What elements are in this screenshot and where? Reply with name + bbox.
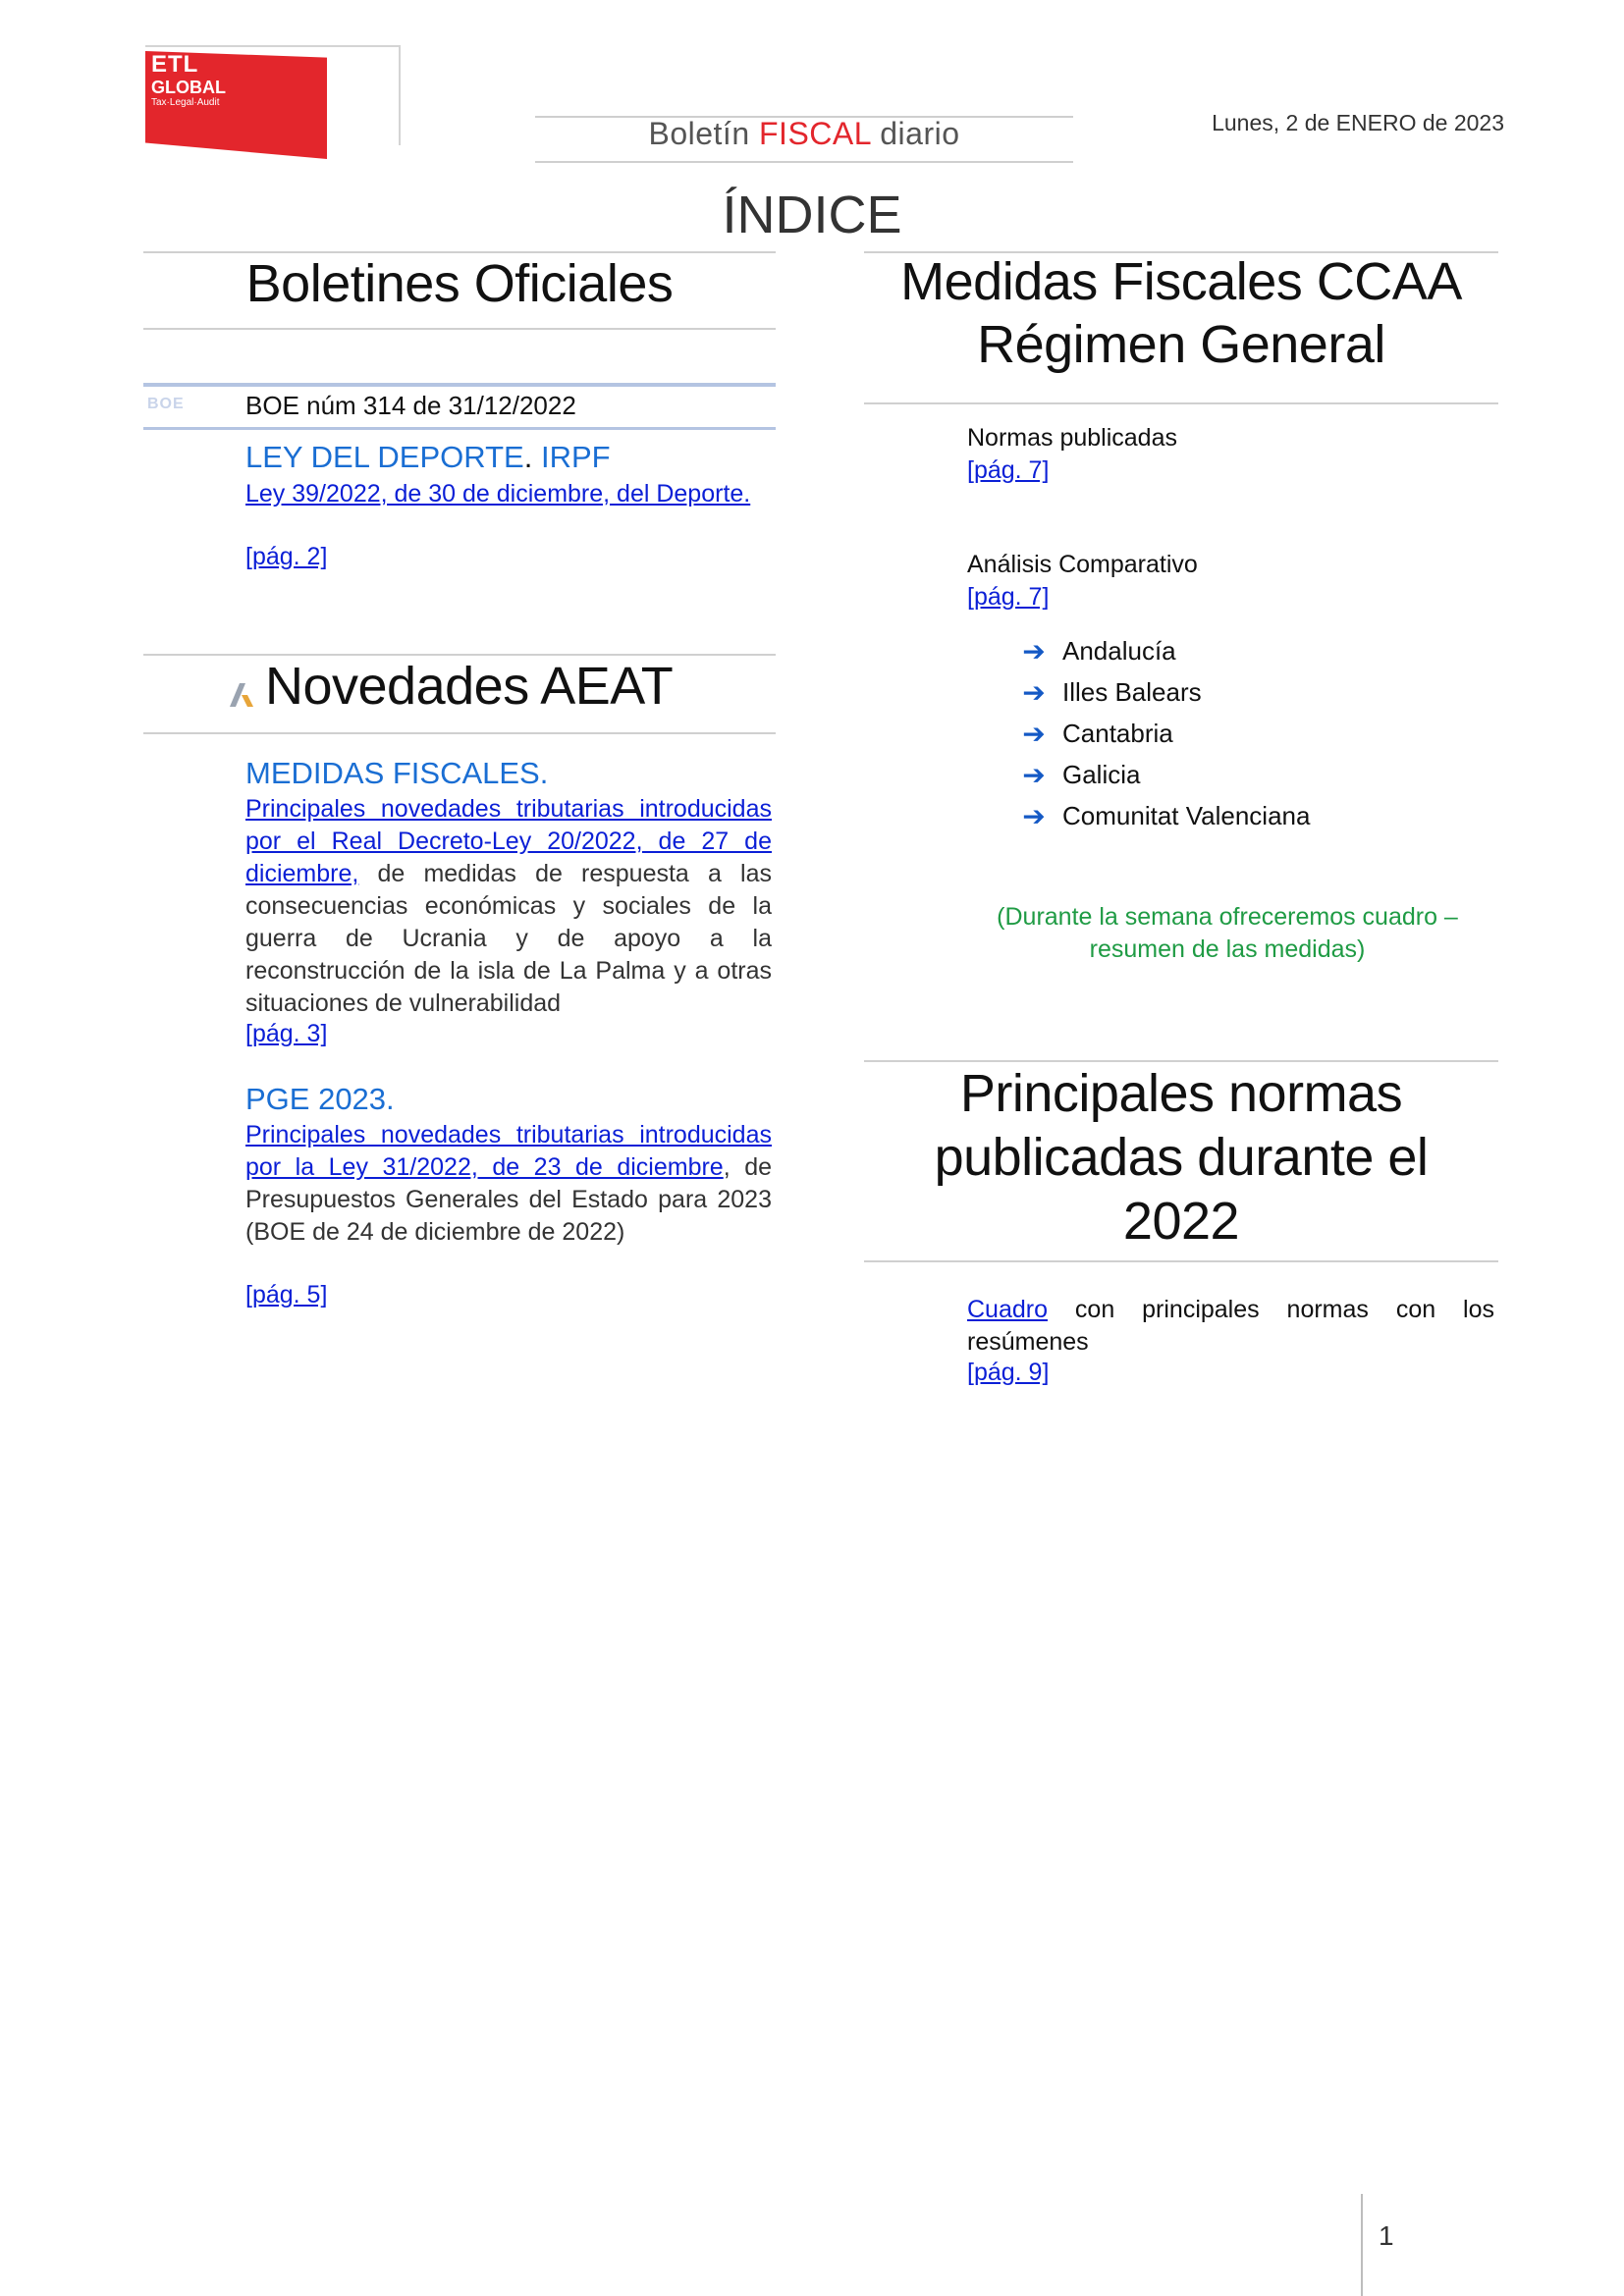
boe-issue-title: BOE núm 314 de 31/12/2022 [245, 391, 576, 420]
boletines-title: Boletines Oficiales [245, 254, 674, 313]
deporte-page-link[interactable]: [pág. 2] [245, 543, 328, 570]
arrow-right-icon: ➔ [1022, 760, 1046, 790]
region-label: Illes Balears [1062, 677, 1202, 707]
index-title: ÍNDICE [722, 186, 902, 244]
arrow-right-icon: ➔ [1022, 719, 1046, 749]
pge-page-link[interactable]: [pág. 5] [245, 1281, 328, 1308]
ccaa-title [864, 251, 1498, 376]
logo-text [151, 53, 226, 108]
boe-bar-top [143, 383, 776, 387]
region-label: Galicia [1062, 760, 1141, 789]
logo-name: ETL [151, 51, 199, 78]
pge-link[interactable]: Principales novedades tributarias introducidas por la Ley 31/2022, de 23 de diciembre [245, 1121, 772, 1181]
pge-topic: PGE 2023. [245, 1082, 395, 1116]
region-label: Cantabria [1062, 719, 1173, 748]
bulletin-suffix: diario [880, 116, 960, 151]
aeat-title: Novedades AEAT [265, 657, 674, 716]
aeat-rule-bottom [143, 732, 776, 734]
boe-logo: BOE [147, 396, 185, 412]
deporte-topic-main: LEY DEL DEPORTE [245, 440, 524, 474]
principales-title-line3: 2022 [1122, 1191, 1240, 1251]
ccaa-note: (Durante la semana ofreceremos cuadro – resumen de las medidas) [997, 903, 1458, 963]
cuadro-link[interactable]: Cuadro [967, 1296, 1048, 1323]
ccaa-title-line2: Régimen General [977, 314, 1385, 374]
deporte-topic [245, 440, 611, 475]
medidas-page-link[interactable]: [pág. 3] [245, 1020, 328, 1047]
region-item [1021, 635, 1176, 667]
bulletin-title [535, 116, 1073, 152]
page-number: 1 [1379, 2220, 1394, 2251]
normas-label: Normas publicadas [967, 424, 1177, 452]
region-item [1021, 676, 1202, 709]
ccaa-title-line1: Medidas Fiscales CCAA [900, 252, 1462, 311]
deporte-topic-suffix: IRPF [532, 440, 611, 474]
region-label: Comunitat Valenciana [1062, 801, 1311, 830]
pge-description [245, 1119, 772, 1249]
region-item [1021, 759, 1140, 791]
principales-page-link[interactable]: [pág. 9] [967, 1359, 1050, 1386]
ccaa-rule-bottom [864, 402, 1498, 404]
logo-sub: GLOBAL [151, 78, 226, 97]
medidas-description [245, 793, 772, 1020]
region-label: Andalucía [1062, 636, 1176, 666]
medidas-link[interactable]: Principales novedades tributarias introducidas por el Real Decreto-Ley 20/2022, de 27 de diciembre, [245, 795, 772, 887]
bulletin-date: Lunes, 2 de ENERO de 2023 [1212, 110, 1504, 135]
bulletin-highlight: FISCAL [759, 116, 871, 151]
deporte-law-link[interactable]: Ley 39/2022, de 30 de diciembre, del Deporte. [245, 480, 751, 507]
boe-bar-bottom [143, 427, 776, 430]
principales-title [864, 1062, 1498, 1253]
pge-text: , de Presupuestos Generales del Estado para 2023 (BOE de 24 de diciembre de 2022) [245, 1153, 772, 1246]
analisis-label: Análisis Comparativo [967, 551, 1198, 578]
principales-title-line1: Principales normas [959, 1064, 1403, 1123]
logo-tagline: Tax·Legal·Audit [151, 97, 220, 108]
region-item [1021, 718, 1173, 750]
header-rule-bottom [535, 161, 1073, 163]
arrow-right-icon: ➔ [1022, 677, 1046, 708]
analisis-page-link[interactable]: [pág. 7] [967, 583, 1050, 611]
arrow-right-icon: ➔ [1022, 801, 1046, 831]
principales-description [967, 1294, 1494, 1359]
deporte-description [245, 478, 772, 510]
bulletin-prefix: Boletín [648, 116, 750, 151]
arrow-right-icon: ➔ [1022, 636, 1046, 667]
medidas-text: de medidas de respuesta a las consecuencias económicas y sociales de la guerra de Ucrania y de apoyo a la reconstrucción de la isla de La Palma y a otras situaciones de vulnerabilidad [245, 860, 772, 1017]
normas-page-link[interactable]: [pág. 7] [967, 456, 1050, 484]
boletines-rule-bottom [143, 328, 776, 330]
region-item [1021, 800, 1310, 832]
principales-rule-bottom [864, 1260, 1498, 1262]
aeat-logo-icon [226, 675, 261, 711]
medidas-topic: MEDIDAS FISCALES. [245, 756, 549, 790]
footer-rule [1361, 2194, 1363, 2296]
principales-text: con principales normas con los resúmenes [967, 1296, 1494, 1356]
principales-title-line2: publicadas durante el [934, 1127, 1429, 1187]
deporte-topic-dot: . [523, 440, 533, 474]
